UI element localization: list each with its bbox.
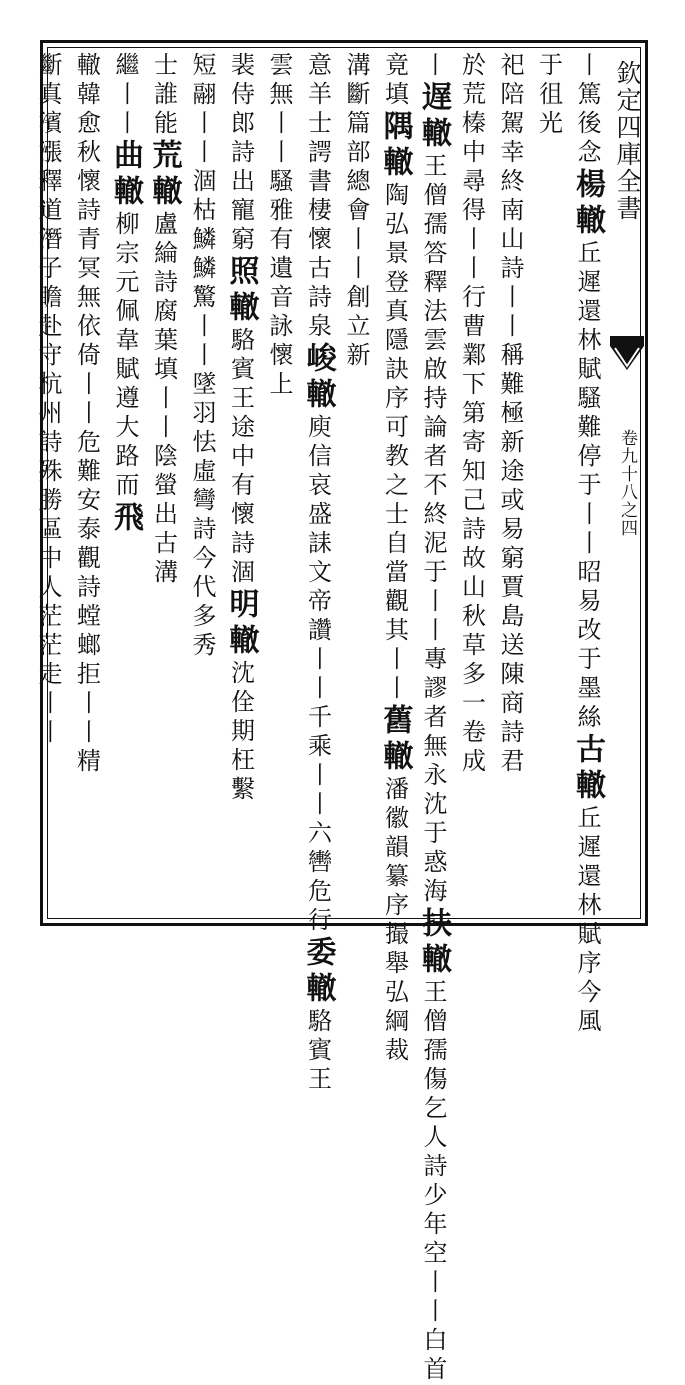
column-text: 潘徽韻纂序撮舉弘綱裁 (380, 776, 409, 1066)
head-word: 照轍 (223, 255, 259, 327)
book-title: 欽定四庫全書 (613, 60, 642, 222)
head-word: 舊轍 (377, 704, 413, 776)
head-word: 委轍 (300, 936, 336, 1008)
column-text: 駱賓王途中有懷詩涸 (226, 327, 255, 588)
column-text: 于徂光 (534, 52, 563, 139)
column-text: 繼丨丨 (111, 52, 139, 139)
text-column (337, 52, 376, 912)
column-text: 盧綸詩腐葉填丨丨陰螢出古溝 (149, 211, 178, 588)
text-column (375, 52, 414, 1066)
text-column (414, 52, 453, 1385)
column-text: 駱賓王 (303, 1008, 332, 1095)
column-text: 王僧孺答釋法雲啟持論者不終泥于丨丨專謬者無永沈于惑海 (419, 153, 447, 907)
column-text: 陶弘景登真隱訣序可教之士自當觀其丨丨 (380, 182, 409, 704)
text-column (568, 52, 607, 1037)
column-text: 竟填 (380, 52, 409, 110)
text-column (144, 52, 183, 912)
column-text: 短翮丨丨涸枯鱗鱗驚丨丨墜羽怯虛彎詩今代多秀 (188, 52, 216, 661)
head-word: 扶轍 (416, 907, 451, 979)
head-word: 楊轍 (570, 168, 605, 240)
center-strip (610, 44, 644, 922)
column-text: 意羊士諤書棲懷古詩泉 (303, 52, 332, 342)
column-text: 柳宗元佩韋賦遵大路而 (111, 211, 139, 501)
column-text: 轍韓愈秋懷詩青冥無依倚丨丨危難安泰觀詩螳螂拒丨丨精 (72, 52, 101, 777)
column-text: 於荒榛中尋得丨丨行曹鄴下第寄知己詩故山秋草多一卷成 (457, 52, 486, 777)
column-text: 溝斷篇部總會丨丨創立新 (342, 52, 370, 371)
column-text: 士誰能 (149, 52, 178, 139)
column-text: 祀陪駕幸終南山詩丨丨稱難極新途或易窮賈島送陳商詩君 (496, 52, 524, 777)
column-text: 丘遲還林賦騷難停于丨丨昭易改于墨絲 (573, 240, 601, 733)
column-text: 丘遲還林賦序今風 (573, 805, 601, 1037)
text-column (29, 52, 68, 912)
text-column (452, 52, 491, 912)
text-column (260, 52, 299, 912)
head-word: 古轍 (570, 733, 605, 805)
text-column (491, 52, 530, 912)
text-column (529, 52, 568, 912)
column-text: 雲無丨丨騷雅有遺音詠懷上 (265, 52, 293, 400)
text-column (106, 52, 145, 912)
column-text: 庾信哀盛誄文帝讚丨丨千乘丨丨六轡危行 (303, 414, 332, 936)
column-text: 斷真濱漲釋道潛子瞻赴守杭州詩殊勝區中人茫茫走丨丨 (34, 52, 62, 748)
head-word: 曲轍 (108, 139, 143, 211)
fish-tail-mark-icon (610, 336, 644, 376)
head-word: 遅轍 (416, 81, 451, 153)
column-text: 王僧孺傷乞人詩少年空丨丨白首 (419, 979, 447, 1385)
head-word: 峻轍 (300, 342, 336, 414)
text-column (221, 52, 260, 912)
head-word: 隅轍 (377, 110, 413, 182)
head-word: 飛 (108, 501, 143, 537)
head-word: 荒轍 (146, 139, 182, 211)
text-column (298, 52, 337, 1095)
text-column (183, 52, 222, 912)
volume-label: 卷九十八之四 (617, 429, 637, 537)
column-text: 裴侍郎詩出寵窮 (226, 52, 255, 255)
column-text: 丨篤後念 (573, 52, 601, 168)
column-text: 丨 (419, 52, 447, 81)
text-column (67, 52, 106, 912)
column-text: 沈佺期枉繫 (226, 660, 255, 805)
head-word: 明轍 (223, 588, 259, 660)
